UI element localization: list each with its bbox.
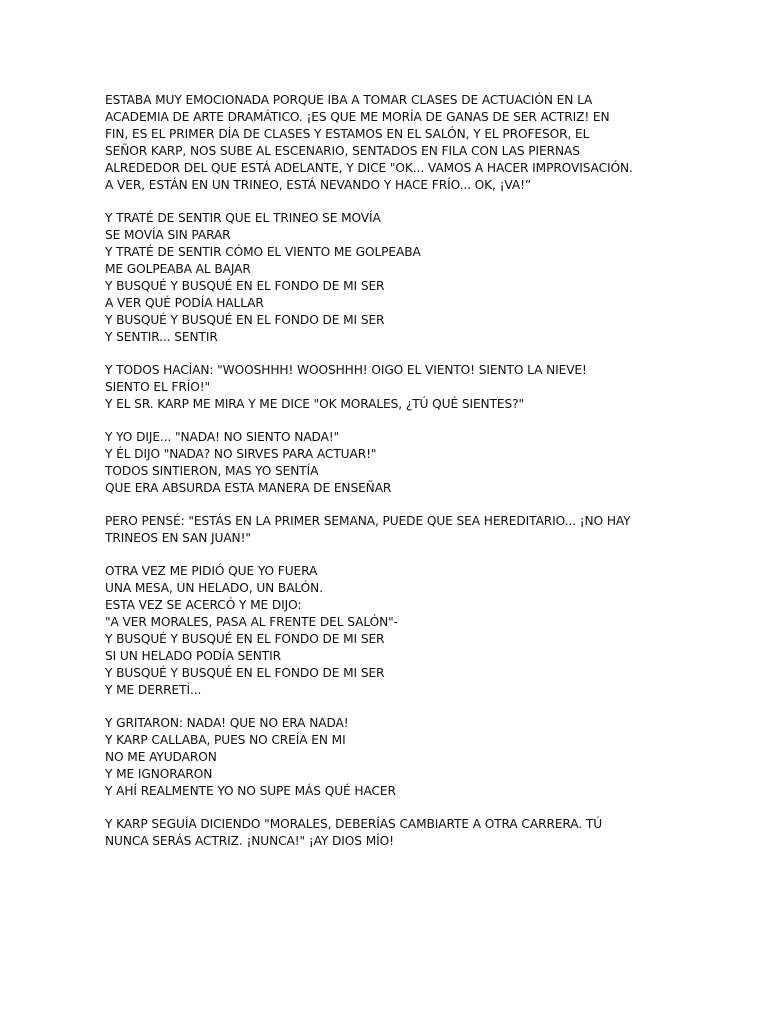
text-line: SI UN HELADO PODÍA SENTIR xyxy=(105,649,281,663)
text-line: Y BUSQUÉ Y BUSQUÉ EN EL FONDO DE MI SER xyxy=(105,632,385,646)
text-line: SIENTO EL FRÍO!" xyxy=(105,380,210,394)
text-line: Y BUSQUÉ Y BUSQUÉ EN EL FONDO DE MI SER xyxy=(105,666,385,680)
text-line: Y EL SR. KARP ME MIRA Y ME DICE "OK MORALES, ¿TÚ QUÉ SIENTES?" xyxy=(105,397,525,411)
text-line: NO ME AYUDARON xyxy=(105,750,217,764)
text-stanza xyxy=(105,816,685,850)
text-stanza xyxy=(105,362,685,413)
text-stanza xyxy=(105,513,685,547)
text-line: Y ME IGNORARON xyxy=(105,767,213,781)
text-line: SEÑOR KARP, NOS SUBE AL ESCENARIO, SENTADOS EN FILA CON LAS PIERNAS xyxy=(105,144,580,158)
text-stanza xyxy=(105,92,685,194)
text-line: FIN, ES EL PRIMER DÍA DE CLASES Y ESTAMOS EN EL SALÓN, Y EL PROFESOR, EL xyxy=(105,127,590,141)
document-page xyxy=(105,92,685,866)
text-line: Y KARP SEGUÍA DICIENDO "MORALES, DEBERÍAS CAMBIARTE A OTRA CARRERA. TÚ xyxy=(105,817,603,831)
text-stanza xyxy=(105,563,685,699)
text-line: Y BUSQUÉ Y BUSQUÉ EN EL FONDO DE MI SER xyxy=(105,313,385,327)
text-line: ALREDEDOR DEL QUE ESTÁ ADELANTE, Y DICE "OK... VAMOS A HACER IMPROVISACIÓN. xyxy=(105,161,633,175)
text-line: Y ÉL DIJO "NADA? NO SIRVES PARA ACTUAR!" xyxy=(105,447,377,461)
text-line: Y TODOS HACÍAN: "WOOSHHH! WOOSHHH! OIGO EL VIENTO! SIENTO LA NIEVE! xyxy=(105,363,587,377)
text-line: SE MOVÍA SIN PARAR xyxy=(105,228,231,242)
text-line: PERO PENSÉ: "ESTÁS EN LA PRIMER SEMANA, PUEDE QUE SEA HEREDITARIO... ¡NO HAY xyxy=(105,514,631,528)
text-line: "A VER MORALES, PASA AL FRENTE DEL SALÓN"- xyxy=(105,615,398,629)
text-line: ESTA VEZ SE ACERCÓ Y ME DIJO: xyxy=(105,598,302,612)
text-line: Y TRATÉ DE SENTIR QUE EL TRINEO SE MOVÍA xyxy=(105,211,381,225)
text-line: ESTABA MUY EMOCIONADA PORQUE IBA A TOMAR CLASES DE ACTUACIÓN EN LA xyxy=(105,93,593,107)
text-line: ME GOLPEABA AL BAJAR xyxy=(105,262,251,276)
text-line: Y BUSQUÉ Y BUSQUÉ EN EL FONDO DE MI SER xyxy=(105,279,385,293)
text-line: QUE ERA ABSURDA ESTA MANERA DE ENSEÑAR xyxy=(105,481,392,495)
text-stanza xyxy=(105,429,685,497)
text-line: Y ME DERRETÍ... xyxy=(105,683,202,697)
text-line: Y SENTIR... SENTIR xyxy=(105,330,218,344)
text-line: TODOS SINTIERON, MAS YO SENTÍA xyxy=(105,464,319,478)
text-line: OTRA VEZ ME PIDIÓ QUE YO FUERA xyxy=(105,564,318,578)
text-line: Y GRITARON: NADA! QUE NO ERA NADA! xyxy=(105,716,349,730)
text-line: NUNCA SERÁS ACTRIZ. ¡NUNCA!" ¡AY DIOS MÍO! xyxy=(105,834,394,848)
text-line: Y TRATÉ DE SENTIR CÓMO EL VIENTO ME GOLPEABA xyxy=(105,245,421,259)
text-line: Y YO DIJE... "NADA! NO SIENTO NADA!" xyxy=(105,430,340,444)
text-stanza xyxy=(105,210,685,346)
text-line: A VER QUÉ PODÍA HALLAR xyxy=(105,296,264,310)
text-line: A VER, ESTÁN EN UN TRINEO, ESTÁ NEVANDO Y HACE FRÍO... OK, ¡VA!” xyxy=(105,178,532,192)
text-line: ACADEMIA DE ARTE DRAMÁTICO. ¡ES QUE ME MORÍA DE GANAS DE SER ACTRIZ! EN xyxy=(105,110,610,124)
text-line: Y AHÍ REALMENTE YO NO SUPE MÁS QUÉ HACER xyxy=(105,784,396,798)
text-line: Y KARP CALLABA, PUES NO CREÍA EN MI xyxy=(105,733,346,747)
text-line: TRINEOS EN SAN JUAN!" xyxy=(105,531,251,545)
text-stanza xyxy=(105,715,685,800)
text-line: UNA MESA, UN HELADO, UN BALÓN. xyxy=(105,581,323,595)
